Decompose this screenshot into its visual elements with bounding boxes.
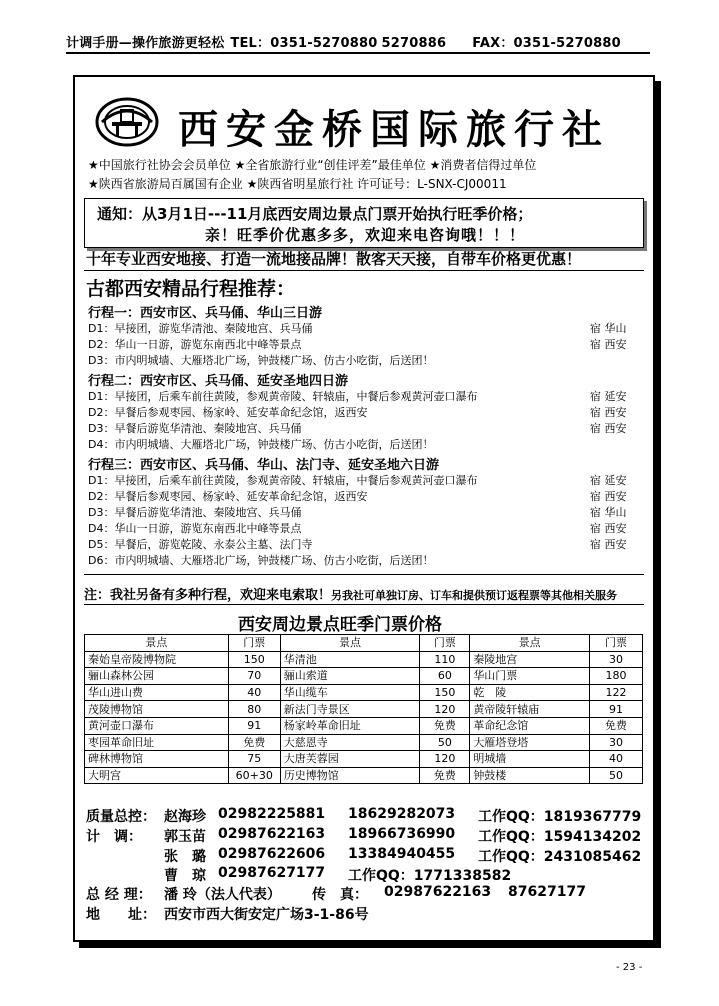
spot-name: 枣园革命旧址 — [85, 734, 229, 751]
spot-price: 60 — [420, 668, 470, 685]
spot-name: 大明宫 — [85, 767, 229, 784]
planner-qq: 工作QQ：1594134202 — [478, 829, 642, 845]
spot-price: 91 — [590, 701, 643, 718]
route-stay: 宿 延安 — [590, 390, 627, 403]
divider — [84, 270, 644, 271]
spot-name: 大唐芙蓉园 — [280, 751, 420, 768]
divider — [84, 574, 644, 575]
route-title: 行程二：西安市区、兵马俑、延安圣地四日游 — [88, 374, 349, 389]
spot-name: 黄河壶口瀑布 — [85, 717, 229, 734]
spot-price: 70 — [228, 668, 280, 685]
fax-label: 传 真： — [312, 887, 368, 903]
spot-name: 历史博物馆 — [280, 767, 420, 784]
page-number: - 23 - — [616, 962, 643, 973]
quality-mobile: 18629282073 — [348, 806, 456, 822]
spot-price: 30 — [590, 651, 643, 668]
spot-name: 茂陵博物馆 — [85, 701, 229, 718]
route-day: D3：早餐后游览华清池、秦陵地宫、兵马俑 — [88, 422, 302, 435]
spot-price: 122 — [590, 684, 643, 701]
tickets-title: 西安周边景点旺季门票价格 — [238, 615, 442, 635]
planner-tel: 02987622606 — [218, 846, 326, 862]
divider — [84, 604, 644, 605]
spot-price: 91 — [228, 717, 280, 734]
header-tel2: 5270886 — [381, 36, 447, 51]
spot-name: 明城墙 — [470, 751, 590, 768]
spot-price: 60+30 — [228, 767, 280, 784]
spot-price: 免费 — [420, 767, 470, 784]
address-label: 地 址： — [86, 907, 156, 923]
quality-tel: 02982225881 — [218, 806, 326, 822]
spot-name: 华山缆车 — [280, 684, 420, 701]
note-main: 注：我社另备有多种行程，欢迎来电索取！ — [84, 588, 332, 603]
route-day: D2：华山一日游，游览东南西北中峰等景点 — [88, 338, 302, 351]
spot-name: 大雁塔登塔 — [470, 734, 590, 751]
route-title: 行程一：西安市区、兵马俑、华山三日游 — [88, 306, 323, 321]
route-stay: 宿 西安 — [590, 538, 627, 551]
header-tagline: 计调手册—操作旅游更轻松 — [66, 36, 225, 51]
col-header: 门票 — [228, 635, 280, 652]
spot-name: 秦陵地宫 — [470, 651, 590, 668]
spot-name: 骊山索道 — [280, 668, 420, 685]
note-extra: 另我社可单独订房、订车和提供预订返程票等其他相关服务 — [331, 589, 618, 602]
manager-name: 潘 玲（法人代表） — [164, 887, 281, 903]
col-header: 门票 — [590, 635, 643, 652]
spot-name: 秦始皇帝陵博物院 — [85, 651, 229, 668]
spot-price: 180 — [590, 668, 643, 685]
spot-price: 80 — [228, 701, 280, 718]
route-stay: 宿 西安 — [590, 522, 627, 535]
spot-price: 40 — [590, 751, 643, 768]
table-header-row — [85, 635, 643, 652]
route-day: D1：早接团，后乘车前往黄陵，参观黄帝陵、轩辕庙，中餐后参观黄河壶口瀑布 — [88, 474, 478, 487]
spot-name: 华清池 — [280, 651, 420, 668]
table-row — [85, 767, 643, 784]
notice-line-1: 通知：从3月1日---11月底西安周边景点门票开始执行旺季价格； — [97, 205, 533, 223]
route-day: D2：早餐后参观枣园、杨家岭、延安革命纪念馆，返西安 — [88, 406, 368, 419]
spot-name: 黄帝陵轩辕庙 — [470, 701, 590, 718]
planner-mobile: 13384940455 — [348, 846, 456, 862]
route-title: 行程三：西安市区、兵马俑、华山、法门寺、延安圣地六日游 — [88, 458, 440, 473]
route-day: D2：早餐后参观枣园、杨家岭、延安革命纪念馆，返西安 — [88, 490, 368, 503]
spot-price: 120 — [420, 701, 470, 718]
route-day: D5：早餐后，游览乾陵、永泰公主墓、法门寺 — [88, 538, 313, 551]
spot-name: 华山门票 — [470, 668, 590, 685]
spot-price: 50 — [590, 767, 643, 784]
spot-name: 钟鼓楼 — [470, 767, 590, 784]
spot-price: 75 — [228, 751, 280, 768]
fax-number-2: 87627177 — [508, 884, 586, 900]
agency-intro-1: ★中国旅行社协会会员单位 ★全省旅游行业“创佳评差”最佳单位 ★消费者信得过单位 — [88, 158, 537, 172]
spot-price: 50 — [420, 734, 470, 751]
route-stay: 宿 西安 — [590, 338, 627, 351]
planner-qq: 工作QQ：2431085462 — [478, 849, 642, 865]
agency-name: 西安金桥国际旅行社 — [178, 106, 610, 153]
header-tel: TEL：0351-5270880 — [230, 36, 378, 51]
route-stay: 宿 华山 — [590, 506, 627, 519]
table-row — [85, 684, 643, 701]
col-header: 景点 — [85, 635, 229, 652]
spot-price: 150 — [228, 651, 280, 668]
route-stay: 宿 西安 — [590, 422, 627, 435]
route-day: D3：市内明城墙、大雁塔北广场，钟鼓楼广场、仿古小吃街，后送团！ — [88, 354, 434, 367]
spot-name: 碑林博物馆 — [85, 751, 229, 768]
spot-price: 120 — [420, 751, 470, 768]
route-day: D1：早接团，后乘车前往黄陵，参观黄帝陵、轩辕庙，中餐后参观黄河壶口瀑布 — [88, 390, 478, 403]
spot-price: 免费 — [228, 734, 280, 751]
ticket-price-table — [84, 634, 643, 784]
notice-box — [84, 198, 644, 248]
routes-title: 古都西安精品行程推荐： — [86, 278, 296, 300]
page-header — [66, 32, 650, 52]
agency-logo-icon — [94, 96, 160, 148]
notice-line-2: 亲！旺季价优惠多多，欢迎来电咨询哦！！！ — [205, 226, 526, 244]
spot-name: 乾 陵 — [470, 684, 590, 701]
route-stay: 宿 延安 — [590, 474, 627, 487]
route-day: D1：早接团，游览华清池、秦陵地宫、兵马俑 — [88, 322, 313, 335]
spot-name: 杨家岭革命旧址 — [280, 717, 420, 734]
route-stay: 宿 华山 — [590, 322, 627, 335]
route-stay: 宿 西安 — [590, 406, 627, 419]
col-header: 景点 — [280, 635, 420, 652]
col-header: 门票 — [420, 635, 470, 652]
planner-qq: 工作QQ：1771338582 — [348, 868, 512, 884]
planner-name: 郭玉苗 — [164, 829, 206, 845]
spot-price: 150 — [420, 684, 470, 701]
spot-name: 骊山森林公园 — [85, 668, 229, 685]
spot-price: 30 — [590, 734, 643, 751]
header-rule — [66, 52, 650, 54]
table-row — [85, 734, 643, 751]
header-fax: FAX：0351-5270880 — [472, 36, 621, 51]
table-row — [85, 717, 643, 734]
fax-number-1: 02987622163 — [384, 884, 492, 900]
spot-price: 免费 — [590, 717, 643, 734]
planner-mobile: 18966736990 — [348, 826, 456, 842]
route-stay: 宿 西安 — [590, 490, 627, 503]
spot-price: 40 — [228, 684, 280, 701]
table-row — [85, 701, 643, 718]
spot-price: 免费 — [420, 717, 470, 734]
route-day: D3：早餐后游览华清池、秦陵地宫、兵马俑 — [88, 506, 302, 519]
quality-label: 质量总控： — [86, 809, 156, 825]
spot-name: 大慈恩寺 — [280, 734, 420, 751]
address: 西安市西大街安定广场3-1-86号 — [164, 907, 369, 923]
route-day: D4：华山一日游，游览东南西北中峰等景点 — [88, 522, 302, 535]
route-day: D4：市内明城墙、大雁塔北广场，钟鼓楼广场、仿古小吃街，后送团！ — [88, 438, 434, 451]
service-note — [84, 584, 617, 603]
col-header: 景点 — [470, 635, 590, 652]
planner-name: 张 璐 — [164, 849, 206, 865]
planner-tel: 02987627177 — [218, 865, 326, 881]
table-row — [85, 668, 643, 685]
spot-name: 革命纪念馆 — [470, 717, 590, 734]
slogan: 十年专业西安地接、打造一流地接品牌！散客天天接，自带车价格更优惠！ — [86, 250, 582, 268]
quality-qq: 工作QQ：1819367779 — [478, 809, 642, 825]
planner-label: 计 调： — [86, 829, 142, 845]
route-day: D6：市内明城墙、大雁塔北广场，钟鼓楼广场、仿古小吃街，后送团！ — [88, 554, 434, 567]
agency-intro-2: ★陕西省旅游局百属国有企业 ★陕西省明星旅行社 许可证号：L-SNX-CJ00011 — [88, 177, 507, 191]
table-row — [85, 651, 643, 668]
planner-tel: 02987622163 — [218, 826, 326, 842]
planner-name: 曹 琼 — [164, 868, 206, 884]
spot-price: 110 — [420, 651, 470, 668]
spot-name: 华山进山费 — [85, 684, 229, 701]
manager-label: 总 经 理： — [86, 887, 152, 903]
quality-name: 赵海珍 — [164, 809, 206, 825]
table-row — [85, 751, 643, 768]
spot-name: 新法门寺景区 — [280, 701, 420, 718]
